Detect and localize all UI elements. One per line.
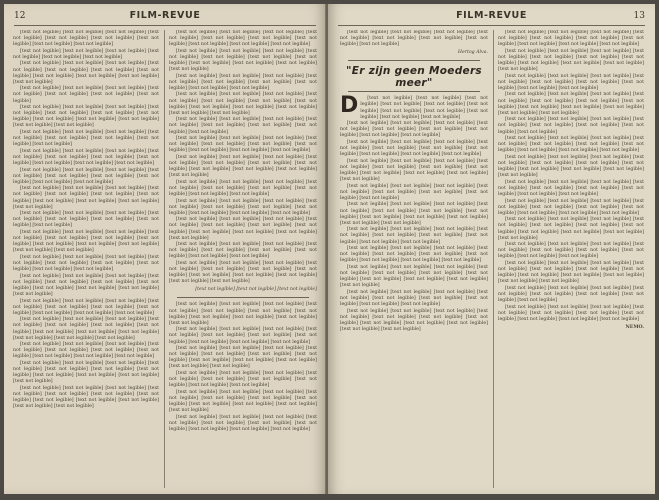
paragraph: [text not legible] [text not legible] [text not legible] [text not legible] [text not legible] [text not legible] [text not legible] [text not legible] [text not legible] [text not legible]	[169, 136, 317, 154]
paragraph: [text not legible] [text not legible] [text not legible] [text not legible] [text not legible] [text not legible] [text not legible] [text not legible]	[13, 130, 159, 148]
paragraph: [text not legible] [text not legible] [text not legible] [text not legible] [text not legible] [text not legible] [text not legible] [text not legible] [text not legible] [text not legible] [text not legible] [text not legible]	[340, 202, 488, 226]
paragraph: [text not legible] [text not legible] [text not legible] [text not legible] [text not legible] [text not legible] [text not legible] [text not legible] [text not legible] [text not legible] [text not legible]	[169, 48, 317, 73]
left-column-divider	[164, 30, 165, 488]
paragraph: [text not legible] [text not legible] [text not legible] [text not legible] [text not legible] [text not legible] [text not legible] [text not legible] [text not legible] [text not legible] [text not legible]	[13, 360, 159, 385]
left-col2-signature: [text not legible] [text not legible] [text not legible]	[195, 287, 317, 293]
left-column-1	[13, 30, 159, 490]
paragraph: [text not legible] [text not legible] [text not legible] [text not legible] [text not legible] [text not legible] [text not legible] [text not legible] [text not legible]	[498, 73, 644, 91]
paragraph: [text not legible] [text not legible] [text not legible] [text not legible] [text not legible] [text not legible] [text not legible] [text not legible] [text not legible] [text not legible] [text not legible] [text not legible]	[13, 385, 159, 410]
paragraph: [text not legible] [text not legible] [text not legible] [text not legible] [text not legible] [text not legible] [text not legible] [text not legible]	[340, 183, 488, 201]
right-col1-intro: [text not legible] [text not legible] [text not legible] [text not legible] [text not legible] [text not legible] [text not legible] [text not legible]	[340, 30, 488, 48]
right-col1-paragraphs	[340, 93, 488, 333]
paragraph: [text not legible] [text not legible] [text not legible] [text not legible] [text not legible] [text not legible] [text not legible] [text not legible] [text not legible] [text not legible] [text not legible]	[498, 48, 644, 73]
paragraph: [text not legible] [text not legible] [text not legible] [text not legible] [text not legible] [text not legible] [text not legible] [text not legible] [text not legible] [text not legible] [text not legible] [text not legible]	[498, 92, 644, 116]
paragraph: [text not legible] [text not legible] [text not legible] [text not legible] [text not legible] [text not legible] [text not legible] [text not legible] [text not legible]	[169, 179, 317, 197]
paragraph: [text not legible] [text not legible] [text not legible] [text not legible] [text not legible] [text not legible] [text not legible] [text not legible] [text not legible] [text not legible] [text not legible]	[169, 302, 317, 326]
left-column-2	[169, 30, 317, 490]
paragraph: [text not legible] [text not legible] [text not legible] [text not legible] [text not legible] [text not legible] [text not legible] [text not legible] [text not legible]	[340, 289, 488, 307]
paragraph: [text not legible] [text not legible] [text not legible] [text not legible] [text not legible] [text not legible]	[13, 48, 159, 60]
paragraph: [text not legible] [text not legible] [text not legible] [text not legible] [text not legible] [text not legible] [text not legible] [text not legible] [text not legible] [text not legible]	[498, 30, 644, 48]
paragraph: [text not legible] [text not legible] [text not legible] [text not legible] [text not legible] [text not legible] [text not legible] [text not legible] [text not legible]	[498, 179, 644, 197]
paragraph: [text not legible] [text not legible] [text not legible] [text not legible] [text not legible] [text not legible] [text not legible] [text not legible] [text not legible] [text not legible]	[13, 298, 159, 316]
paragraph: [text not legible] [text not legible] [text not legible] [text not legible] [text not legible] [text not legible] [text not legible] [text not legible] [text not legible] [text not legible] [text not legible]	[13, 273, 159, 297]
paragraph: [text not legible] [text not legible] [text not legible] [text not legible] [text not legible] [text not legible] [text not legible] [text not legible] [text not legible] [text not legible]	[169, 327, 317, 345]
paragraph: [text not legible] [text not legible] [text not legible] [text not legible] [text not legible] [text not legible] [text not legible] [text not legible] [text not legible]	[13, 254, 159, 273]
paragraph: [text not legible] [text not legible] [text not legible] [text not legible] [text not legible] [text not legible] [text not legible] [text not legible] [text not legible] [text not legible] [text not legible]	[498, 217, 644, 241]
left-col2-after-divider	[169, 302, 317, 432]
paragraph: [text not legible] [text not legible] [text not legible] [text not legible] [text not legible] [text not legible] [text not legible] [text not legible] [text not legible] [text not legible] [text not legible] [text not legible]	[13, 105, 159, 129]
paragraph: [text not legible] [text not legible] [text not legible] [text not legible] [text not legible] [text not legible] [text not legible] [text not legible] [text not legible] [text not legible] [text not legible]	[13, 61, 159, 85]
article-dropcap: D	[340, 93, 359, 119]
paragraph: [text not legible] [text not legible] [text not legible] [text not legible] [text not legible] [text not legible] [text not legible] [text not legible] [text not legible] [text not legible]	[340, 140, 488, 158]
left-col2-paragraphs	[169, 30, 317, 285]
paragraph: [text not legible] [text not legible] [text not legible] [text not legible] [text not legible] [text not legible] [text not legible] [text not legible] [text not legible] [text not legible]	[13, 148, 159, 166]
paragraph: [text not legible] [text not legible] [text not legible] [text not legible] [text not legible] [text not legible] [text not legible] [text not legible] [text not legible] [text not legible]	[169, 30, 317, 48]
paragraph: [text not legible] [text not legible] [text not legible] [text not legible] [text not legible] [text not legible] [text not legible] [text not legible] [text not legible] [text not legible] [text not legible]	[340, 264, 488, 289]
paragraph: [text not legible] [text not legible] [text not legible] [text not legible] [text not legible] [text not legible] [text not legible] [text not legible] [text not legible] [text not legible] [text not legible]	[169, 389, 317, 414]
paragraph: [text not legible] [text not legible] [text not legible] [text not legible] [text not legible] [text not legible] [text not legible] [text not legible] [text not legible] [text not legible] [text not legible]	[169, 154, 317, 179]
right-col1-intro-signature: Hertog Alva.	[457, 50, 488, 56]
right-page	[328, 4, 655, 494]
right-column-divider	[493, 30, 494, 488]
right-page-number: 13	[633, 11, 645, 21]
paragraph: [text not legible] [text not legible] [text not legible] [text not legible] [text not legible] [text not legible] [text not legible] [text not legible] [text not legible] [text not legible]	[13, 342, 159, 360]
paragraph: [text not legible] [text not legible] [text not legible] [text not legible] [text not legible] [text not legible] [text not legible] [text not legible] [text not legible]	[498, 242, 644, 260]
left-col1-paragraphs	[13, 30, 159, 410]
paragraph: [text not legible] [text not legible] [text not legible] [text not legible] [text not legible] [text not legible] [text not legible] [text not legible] [text not legible] [text not legible] [text not legible] [text not legible]	[169, 260, 317, 285]
left-col2-section-divider	[177, 297, 309, 298]
left-page-header	[14, 10, 316, 24]
paragraph: [text not legible] [text not legible] [text not legible] [text not legible] [text not legible] [text not legible] [text not legible] [text not legible] [text not legible]	[340, 121, 488, 139]
left-page	[4, 4, 326, 494]
paragraph: [text not legible] [text not legible] [text not legible] [text not legible] [text not legible] [text not legible] [text not legible] [text not legible] [text not legible] [text not legible] [text not legible] [text not legible]	[498, 260, 644, 285]
paragraph: [text not legible] [text not legible] [text not legible] [text not legible] [text not legible] [text not legible] [text not legible] [text not legible] [text not legible] [text not legible] [text not legible] [text not legible]	[169, 346, 317, 370]
paragraph: [text not legible] [text not legible] [text not legible] [text not legible] [text not legible] [text not legible] [text not legible] [text not legible] [text not legible] [text not legible]	[169, 198, 317, 216]
left-header-rule	[14, 25, 316, 26]
right-column-2	[498, 30, 644, 490]
paragraph: [text not legible] [text not legible] [text not legible] [text not legible] [text not legible] [text not legible] [text not legible] [text not legible] [text not legible] [text not legible] [text not legible] [text not legible] [text not legible]	[13, 317, 159, 341]
right-page-header	[338, 10, 645, 24]
paragraph: [text not legible] [text not legible] [text not legible] [text not legible] [text not legible] [text not legible] [text not legible] [text not legible] [text not legible]	[169, 370, 317, 389]
paragraph: [text not legible] [text not legible] [text not legible] [text not legible] [text not legible] [text not legible] [text not legible] [text not legible] [text not legible] [text not legible]	[169, 414, 317, 432]
right-col2-paragraphs	[498, 30, 644, 323]
paragraph: [text not legible] [text not legible] [text not legible] [text not legible] [text not legible] [text not legible] [text not legible] [text not legible] [text not legible] [text not legible]	[340, 246, 488, 264]
paragraph: [text not legible] [text not legible] [text not legible] [text not legible] [text not legible] [text not legible] [text not legible] [text not legible] [text not legible] [text not legible]	[498, 304, 644, 322]
paragraph: [text not legible] [text not legible] [text not legible] [text not legible] [text not legible] [text not legible] [text not legible] [text not legible] [text not legible] [text not legible] [text not legible] [text not legible]	[169, 92, 317, 116]
paragraph: [text not legible] [text not legible] [text not legible] [text not legible] [text not legible] [text not legible] [text not legible] [text not legible] [text not legible]	[169, 242, 317, 260]
paragraph: [text not legible] [text not legible] [text not legible] [text not legible] [text not legible] [text not legible] [text not legible] [text not legible]	[169, 117, 317, 135]
paragraph: [text not legible] [text not legible] [text not legible] [text not legible] [text not legible] [text not legible] [text not legible] [text not legible] [text not legible] [text not legible] [text not legible] [text not legible]	[340, 308, 488, 332]
paragraph: [text not legible] [text not legible] [text not legible] [text not legible] [text not legible] [text not legible] [text not legible] [text not legible] [text not legible]	[169, 73, 317, 91]
right-running-title: FILM-REVUE	[456, 10, 527, 21]
paragraph: [text not legible] [text not legible] [text not legible] [text not legible] [text not legible] [text not legible] [text not legible] [text not legible] [text not legible] [text not legible] [text not legible]	[498, 154, 644, 179]
article-title-rule	[348, 91, 480, 92]
left-running-title: FILM-REVUE	[129, 10, 201, 21]
right-header-rule	[338, 25, 645, 26]
paragraph: [text not legible] [text not legible] [text not legible] [text not legible] [text not legible] [text not legible] [text not legible] [text not legible]	[498, 285, 644, 304]
article-title: "Er zijn geen Moeders meer"	[346, 65, 482, 90]
paragraph: [text not legible] [text not legible] [text not legible] [text not legible] [text not legible] [text not legible] [text not legible] [text not legible]	[498, 117, 644, 135]
paragraph: [text not legible] [text not legible] [text not legible] [text not legible] [text not legible] [text not legible] [text not legible]	[13, 86, 159, 104]
paragraph: [text not legible] [text not legible] [text not legible] [text not legible] [text not legible] [text not legible] [text not legible] [text not legible] [text not legible] [text not legible]	[498, 198, 644, 216]
paragraph: [text not legible] [text not legible] [text not legible] [text not legible] [text not legible] [text not legible] [text not legible] [text not legible] [text not legible] [text not legible] [text not legible] [text not legible]	[13, 230, 159, 254]
left-page-number: 12	[14, 11, 26, 21]
paragraph: [text not legible] [text not legible] [text not legible] [text not legible] [text not legible] [text not legible] [text not legible] [text not legible] [text not legible] [text not legible] [text not legible]	[169, 217, 317, 241]
right-column-1	[340, 30, 488, 490]
article-signature: NEMO.	[625, 324, 644, 330]
paragraph: [text not legible] [text not legible] [text not legible] [text not legible] [text not legible] [text not legible] [text not legible] [text not legible] [text not legible]	[13, 167, 159, 185]
paragraph: [text not legible] [text not legible] [text not legible] [text not legible] [text not legible] [text not legible] [text not legible] [text not legible] [text not legible] [text not legible]	[498, 136, 644, 154]
paragraph: [text not legible] [text not legible] [text not legible] [text not legible] [text not legible] [text not legible] [text not legible] [text not legible] [text not legible] [text not legible] [text not legible]	[13, 186, 159, 210]
paragraph: [text not legible] [text not legible] [text not legible] [text not legible] [text not legible] [text not legible] [text not legible] [text not legible] [text not legible] [text not legible] [text not legible]	[340, 158, 488, 183]
paragraph: [text not legible] [text not legible] [text not legible] [text not legible] [text not legible] [text not legible] [text not legible] [text not legible] [text not legible] [text not legible] [text not legible]	[360, 96, 488, 120]
paragraph: [text not legible] [text not legible] [text not legible] [text not legible] [text not legible] [text not legible] [text not legible] [text not legible]	[13, 211, 159, 229]
paragraph: [text not legible] [text not legible] [text not legible] [text not legible] [text not legible] [text not legible] [text not legible] [text not legible] [text not legible]	[13, 30, 159, 48]
right-col1-section-divider	[348, 60, 480, 61]
paragraph: [text not legible] [text not legible] [text not legible] [text not legible] [text not legible] [text not legible] [text not legible] [text not legible] [text not legible]	[340, 227, 488, 245]
